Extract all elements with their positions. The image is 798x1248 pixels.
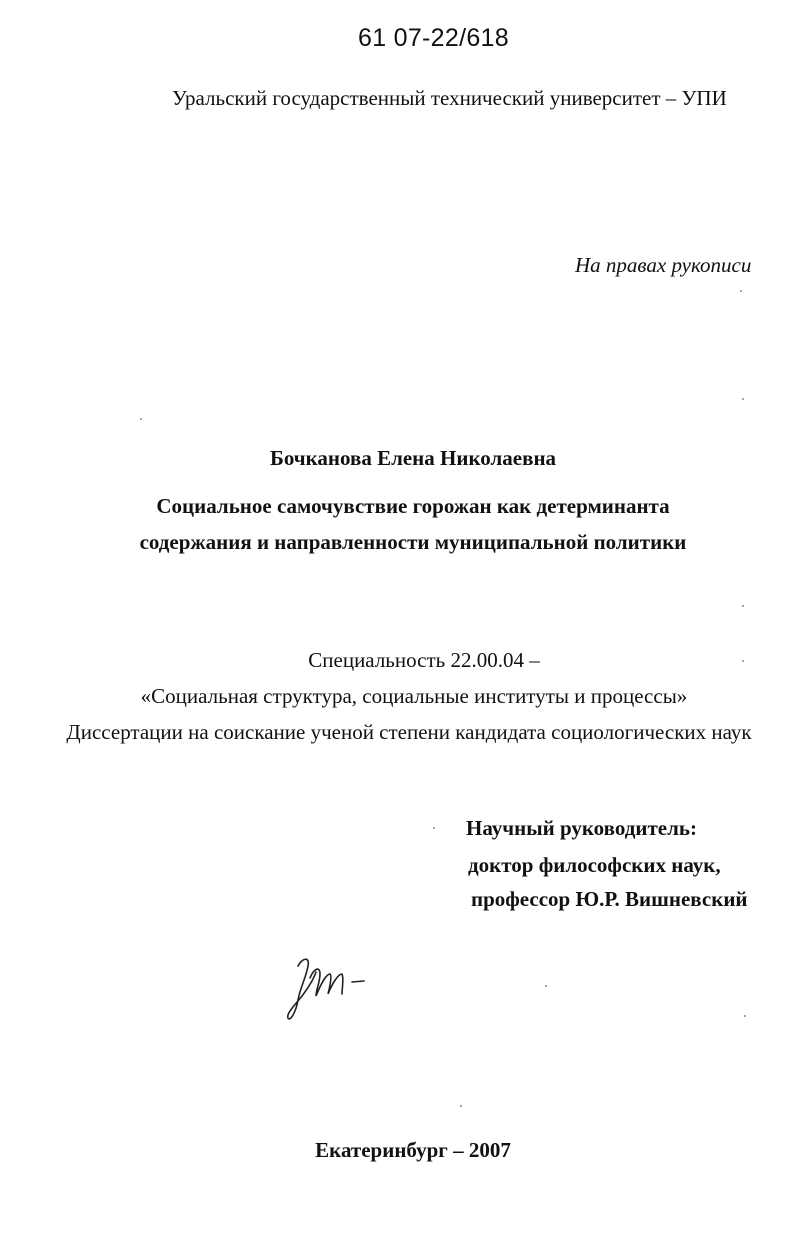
thesis-title-line-2: содержания и направленности муниципальной политики	[139, 530, 687, 554]
supervisor-label: Научный руководитель:	[466, 816, 697, 840]
scan-speck	[742, 398, 744, 400]
specialty-code: Специальность 22.00.04 –	[308, 648, 540, 672]
thesis-title-line-1: Социальное самочувствие горожан как детерминанта	[156, 494, 670, 518]
scan-speck	[433, 827, 435, 829]
scan-speck	[742, 605, 744, 607]
scan-speck	[460, 1105, 462, 1107]
university-name: Уральский государственный технический университет – УПИ	[172, 86, 727, 110]
registry-code: 61 07-22/618	[358, 24, 509, 52]
supervisor-name: профессор Ю.Р. Вишневский	[471, 887, 748, 911]
degree-line: Диссертации на соискание ученой степени кандидата социологических наук	[66, 720, 752, 744]
scan-speck	[740, 290, 742, 292]
handwritten-signature	[280, 948, 380, 1028]
city-year: Екатеринбург – 2007	[315, 1138, 511, 1162]
author-name: Бочканова Елена Николаевна	[269, 446, 557, 470]
scan-speck	[140, 418, 142, 420]
rights-note: На правах рукописи	[575, 253, 752, 277]
scan-speck	[744, 1015, 746, 1017]
scan-speck	[742, 660, 744, 662]
scan-speck	[545, 985, 547, 987]
specialty-name: «Социальная структура, социальные институты и процессы»	[140, 684, 688, 708]
supervisor-degree: доктор философских наук,	[468, 853, 721, 877]
